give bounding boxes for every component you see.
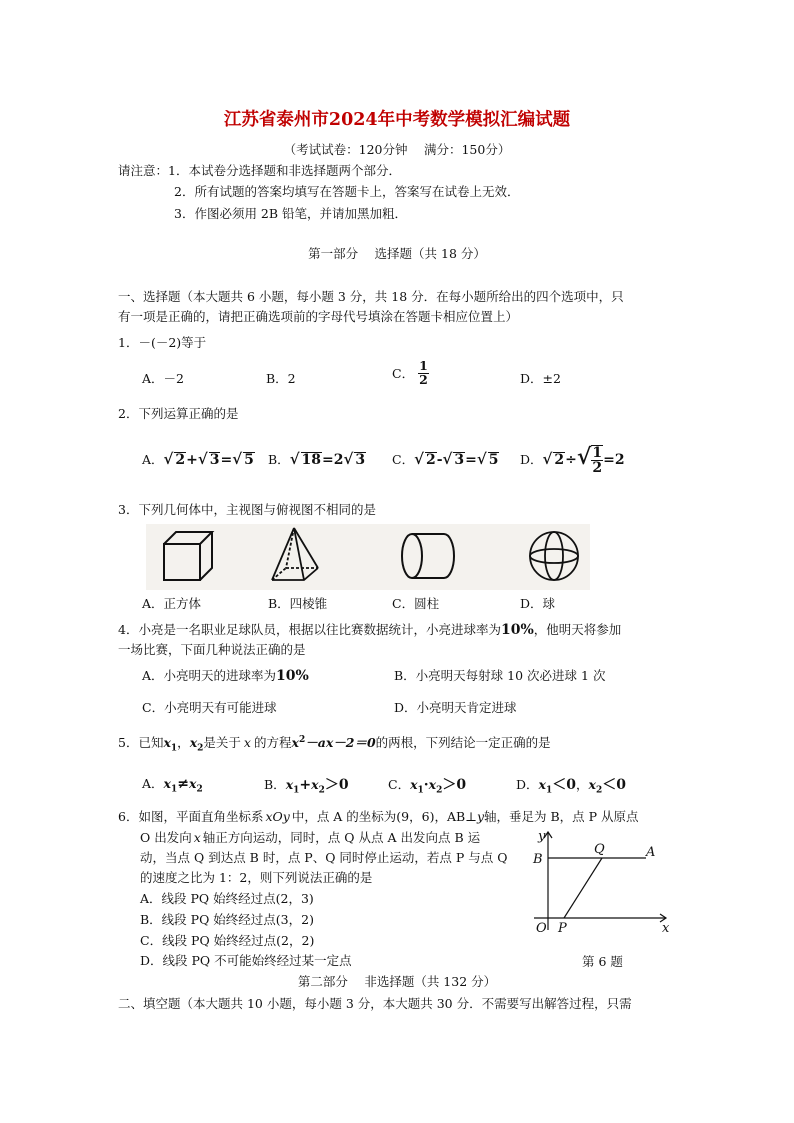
exam-title: 江苏省泰州市2024年中考数学模拟汇编试题 bbox=[223, 110, 571, 130]
q3-stem: 3．下列几何体中，主视图与俯视图不相同的是 bbox=[118, 502, 376, 517]
q6-figure bbox=[526, 826, 676, 939]
q6-stem-line-1: 6．如图，平面直角坐标系 xOy 中，点 A 的坐标为(9，6)，AB⊥y轴，垂足为 B，点 P 从原点 bbox=[118, 809, 639, 824]
sphere-shape bbox=[524, 524, 584, 588]
q1-option-b: B．2 bbox=[266, 371, 296, 386]
q2-stem: 2．下列运算正确的是 bbox=[118, 406, 239, 421]
q4-rate: 10% bbox=[500, 622, 534, 638]
section2-instructions-1: 二、填空题（本大题共 10 小题，每小题 3 分，本大题共 30 分．不需要写出解答过程，只需 bbox=[118, 996, 632, 1011]
q1-option-d: D．±2 bbox=[520, 371, 561, 386]
q3-option-b: B．四棱锥 bbox=[268, 596, 328, 611]
part1-heading: 第一部分 选择题（共 18 分） bbox=[308, 246, 486, 261]
q6-option-a: A．线段 PQ 始终经过点(2，3) bbox=[140, 891, 314, 906]
q5-option-a: A．$x_1\ne x_2$ bbox=[142, 776, 203, 795]
label-b: B bbox=[533, 852, 543, 867]
section1-instructions-1: 一、选择题（本大题共 6 小题，每小题 3 分，共 18 分．在每小题所给出的四个选项中，只 bbox=[118, 289, 624, 304]
q4-option-a: A．小亮明天的进球率为10% bbox=[142, 668, 309, 684]
q5-stem: 5．已知$x_1$，$x_2$是关于 x 的方程$x^2-ax-2=0$的两根，下列结论一定正确的是 bbox=[118, 734, 551, 754]
notice-line-3: 3．作图必须用 2B 铅笔，并请加黑加粗． bbox=[174, 206, 408, 221]
label-q: Q bbox=[594, 842, 605, 857]
label-o: O bbox=[536, 921, 547, 936]
q1-option-c bbox=[392, 360, 429, 386]
label-y: y bbox=[538, 829, 546, 844]
q4-option-b: B．小亮明天每射球 10 次必进球 1 次 bbox=[394, 668, 606, 683]
q3-shapes-image bbox=[146, 524, 590, 590]
coordinate-plane-diagram bbox=[526, 826, 676, 936]
q2-option-d: D．√ 2÷√ $\frac{1}{2}$ =2 bbox=[520, 444, 625, 476]
q1-stem: 1．－(－2)等于 bbox=[118, 335, 207, 350]
q2-option-a: A．√ 2+√ 3=√ 5 bbox=[142, 450, 254, 468]
q5-option-d: D．$x_1<0$，$x_2<0$ bbox=[516, 777, 626, 796]
q2-option-c: C．√ 2-√ 3=√ 5 bbox=[392, 450, 499, 468]
notice-line-2: 2．所有试题的答案均填写在答题卡上，答案写在试卷上无效． bbox=[174, 184, 520, 199]
segment-pq bbox=[564, 858, 602, 918]
q3-option-d: D．球 bbox=[520, 596, 556, 611]
q1-c-fraction bbox=[418, 360, 429, 386]
q6-stem-line-3: 动，当点 Q 到达点 B 时，点 P、Q 同时停止运动，若点 P 与点 Q bbox=[140, 850, 508, 865]
q6-option-c: C．线段 PQ 始终经过点(2，2) bbox=[140, 933, 315, 948]
q1-option-a: A．－2 bbox=[142, 371, 184, 386]
q3-option-c: C．圆柱 bbox=[392, 596, 440, 611]
q2-option-b: B．√ 18=2√ 3 bbox=[268, 450, 366, 468]
part2-heading: 第二部分 非选择题（共 132 分） bbox=[297, 974, 497, 989]
label-a: A bbox=[646, 845, 656, 860]
q1-c-numerator: 1 bbox=[419, 358, 428, 373]
q4-stem-line-1: 4．小亮是一名职业足球队员，根据以往比赛数据统计，小亮进球率为10%，他明天将参加 bbox=[118, 622, 622, 638]
q6-stem-line-2: O 出发向 x 轴正方向运动，同时，点 Q 从点 A 出发向点 B 运 bbox=[140, 830, 481, 845]
q5-option-c: C．$x_1\cdot x_2>0$ bbox=[388, 777, 467, 796]
q6-figure-caption: 第 6 题 bbox=[582, 954, 623, 969]
cube-shape bbox=[160, 524, 216, 588]
pyramid-shape bbox=[268, 524, 324, 588]
q6-stem-line-4: 的速度之比为 1：2，则下列说法正确的是 bbox=[140, 870, 373, 885]
cylinder-shape bbox=[398, 524, 458, 588]
q4-stem-line-2: 一场比赛，下面几种说法正确的是 bbox=[118, 642, 306, 657]
q1-c-prefix: C． bbox=[392, 366, 415, 381]
section1-instructions-2: 有一项是正确的，请把正确选项前的字母代号填涂在答题卡相应位置上） bbox=[118, 309, 519, 324]
q4-option-c: C．小亮明天有可能进球 bbox=[142, 700, 277, 715]
label-x: x bbox=[662, 921, 670, 936]
notice-line-1: 请注意：1．本试卷分选择题和非选择题两个部分． bbox=[118, 163, 401, 178]
exam-subtitle: （考试试卷：120分钟 满分：150分） bbox=[283, 142, 511, 157]
q6-option-b: B．线段 PQ 始终经过点(3，2) bbox=[140, 912, 314, 927]
q3-option-a: A．正方体 bbox=[142, 596, 202, 611]
label-p: P bbox=[558, 921, 567, 936]
q6-option-d: D．线段 PQ 不可能始终经过某一定点 bbox=[140, 953, 352, 968]
q4-option-d: D．小亮明天肯定进球 bbox=[394, 700, 517, 715]
q1-c-denominator: 2 bbox=[419, 371, 428, 387]
q5-option-b: B．$x_1+x_2>0$ bbox=[264, 777, 349, 796]
